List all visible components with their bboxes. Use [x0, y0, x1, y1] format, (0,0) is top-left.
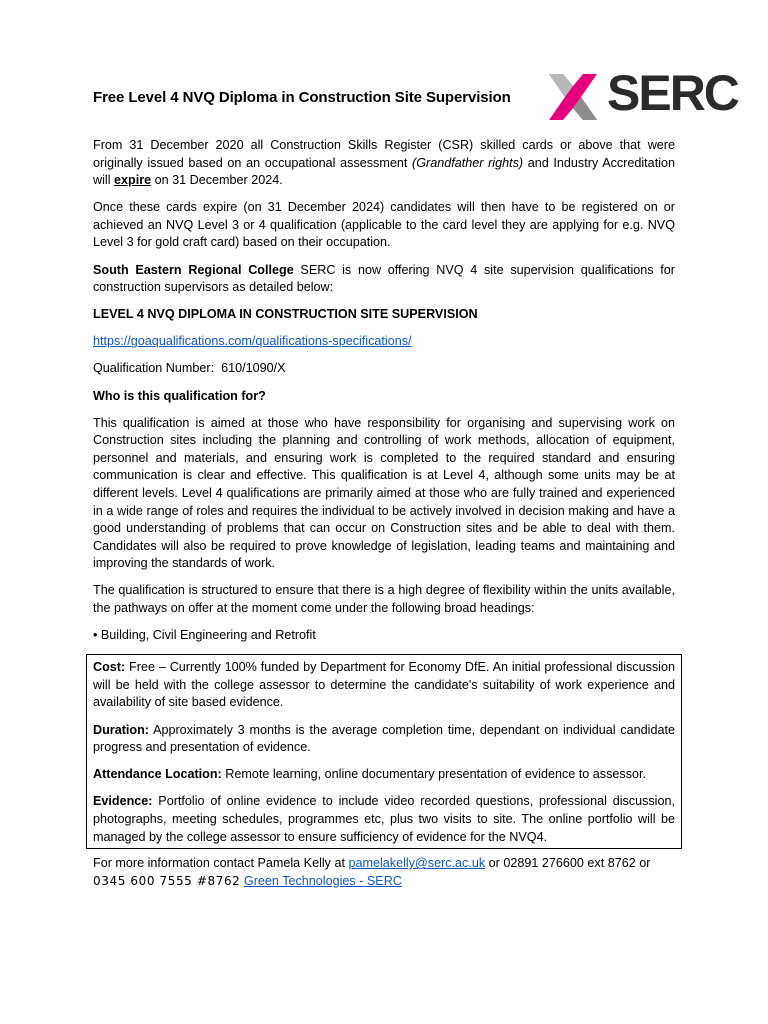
- details-box: [86, 654, 682, 849]
- expire-emphasis: expire: [114, 173, 152, 188]
- page-title: Free Level 4 NVQ Diploma in Construction Site Supervision: [93, 89, 511, 106]
- contact-paragraph: For more information contact Pamela Kelly at pamelakelly@serc.ac.uk or 02891 276600 ext 8762 or 0345 600 7555 #8762 Green Technologies - SERC: [93, 856, 651, 888]
- intro-paragraph-3: South Eastern Regional College SERC is now offering NVQ 4 site supervision qualifications for construction supervisors as detailed below:: [93, 262, 675, 295]
- document-body: [93, 137, 675, 890]
- intro-paragraph-1: From 31 December 2020 all Construction Skills Register (CSR) skilled cards or above that were originally issued based on an occupational assessment (Grandfather rights) and Industry Accreditation will expire on 31 December 2024.: [93, 138, 675, 188]
- attendance-paragraph: Attendance Location: Remote learning, online documentary presentation of evidence to assessor.: [93, 767, 646, 782]
- pathway-bullet: • Building, Civil Engineering and Retrofit: [93, 628, 316, 643]
- qualification-specs-link[interactable]: https://goaqualifications.com/qualifications-specifications/: [93, 334, 412, 349]
- qualification-description: This qualification is aimed at those who have responsibility for organising and supervising work on Construction sites including the planning and controlling of work methods, allocation of equipment, personnel and materials, and ensuring work is completed to the required standard and ensuring communication is clear and effective. This qualification is at Level 4, although some units may be at different levels. Level 4 qualifications are primarily aimed at those who are fully trained and experienced in a wide range of roles and requires the individual to be actively involved in decision making and have a good understanding of problems that can occur on Construction sites and be able to deal with them. Candidates will also be required to prove knowledge of legislation, leading teams and maintaining and improving the standards of work.: [93, 415, 675, 571]
- evidence-paragraph: Evidence: Portfolio of online evidence to include video recorded questions, professional discussion, photographs, meeting schedules, programmes etc, plus two visits to site. The online portfolio will be managed by the college assessor to ensure sufficiency of evidence for the NVQ4.: [93, 794, 675, 844]
- who-heading: Who is this qualification for?: [93, 388, 266, 403]
- qualification-heading: LEVEL 4 NVQ DIPLOMA IN CONSTRUCTION SITE SUPERVISION: [93, 307, 478, 322]
- duration-paragraph: Duration: Approximately 3 months is the average completion time, dependant on individual candidate progress and presentation of evidence.: [93, 722, 675, 755]
- phone-number: 0345 600 7555 #8762: [93, 873, 241, 888]
- qualification-link-paragraph: [93, 333, 675, 351]
- serc-logo-mark-icon: [545, 70, 601, 124]
- intro-paragraph-2: Once these cards expire (on 31 December 2024) candidates will then have to be registered on or achieved an NVQ Level 3 or 4 qualification (applicable to the card level they are applying for e.g. NVQ Level 3 for gold craft card) based on their occupation.: [93, 200, 675, 250]
- serc-logo: [545, 65, 741, 124]
- green-technologies-link[interactable]: Green Technologies - SERC: [243, 873, 402, 888]
- qualification-number: Qualification Number: 610/1090/X: [93, 361, 286, 376]
- structure-paragraph: The qualification is structured to ensure that there is a high degree of flexibility within the units available, the pathways on offer at the moment come under the following broad headings:: [93, 583, 675, 616]
- email-link[interactable]: pamelakelly@serc.ac.uk: [348, 856, 486, 871]
- logo-text: SERC: [607, 65, 738, 121]
- cost-paragraph: Cost: Free – Currently 100% funded by Department for Economy DfE. An initial professional discussion will be held with the college assessor to determine the candidate's suitability of work experience and availability of site based evidence.: [93, 660, 675, 710]
